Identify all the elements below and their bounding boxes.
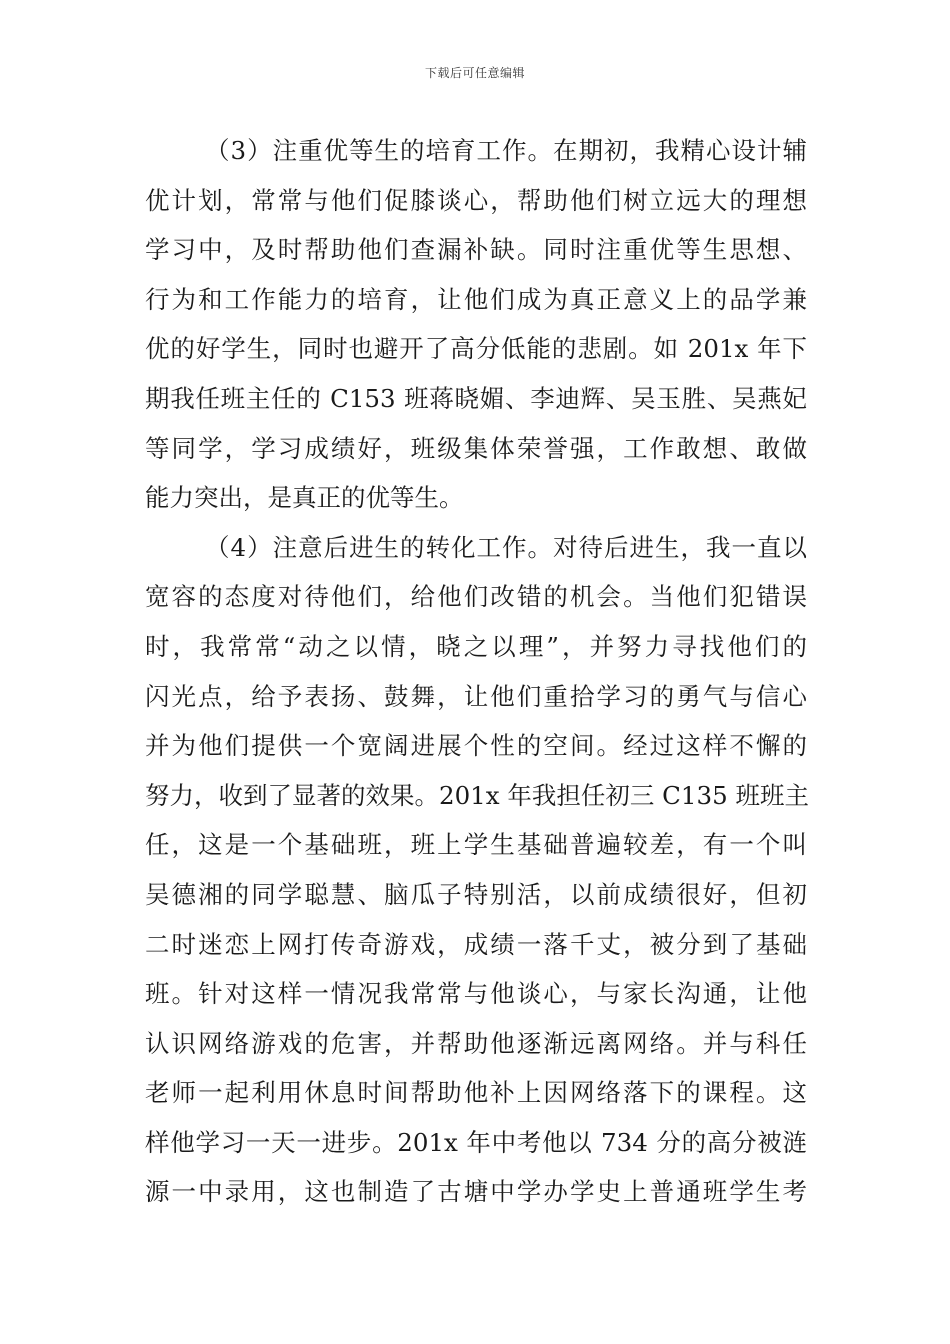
text-line: 认识网络游戏的危害，并帮助他逐渐远离网络。并与科任	[145, 1028, 807, 1058]
text-line: 班。针对这样一情况我常常与他谈心，与家长沟通，让他	[145, 979, 807, 1009]
text-line: 宽容的态度对待他们，给他们改错的机会。当他们犯错误	[145, 582, 807, 612]
text-line: 老师一起利用休息时间帮助他补上因网络落下的课程。这	[145, 1078, 807, 1108]
text-line: 等同学，学习成绩好，班级集体荣誉强，工作敢想、敢做	[145, 433, 807, 463]
text-line: 任，这是一个基础班，班上学生基础普遍较差，有一个叫	[145, 830, 807, 860]
paragraph-top-students	[145, 126, 807, 523]
text-line: 二时迷恋上网打传奇游戏，成绩一落千丈，被分到了基础	[145, 929, 807, 959]
text-line: 能力突出，是真正的优等生。	[145, 483, 464, 513]
text-line: 努力，收到了显著的效果。201x 年我担任初三 C135 班班主	[145, 780, 809, 810]
document-body	[145, 126, 807, 1217]
text-line: 期我任班主任的 C153 班蒋晓媚、李迪辉、吴玉胜、吴燕妃	[145, 383, 807, 413]
text-line: 吴德湘的同学聪慧、脑瓜子特别活，以前成绩很好，但初	[145, 879, 807, 909]
text-line: 优计划，常常与他们促膝谈心，帮助他们树立远大的理想	[145, 185, 807, 215]
page-header-note: 下载后可任意编辑	[424, 66, 525, 80]
paragraph-struggling-students	[145, 523, 807, 1217]
text-line: （4）注意后进生的转化工作。对待后进生，我一直以	[205, 532, 807, 562]
text-line: 源一中录用，这也制造了古塘中学办学史上普通班学生考	[145, 1177, 807, 1207]
text-line: 学习中，及时帮助他们查漏补缺。同时注重优等生思想、	[145, 235, 807, 265]
text-line: 时，我常常“动之以情，晓之以理”，并努力寻找他们的	[145, 631, 807, 661]
text-line: 优的好学生，同时也避开了高分低能的悲剧。如 201x 年下	[145, 334, 807, 364]
text-line: （3）注重优等生的培育工作。在期初，我精心设计辅	[205, 136, 807, 165]
text-line: 样他学习一天一进步。201x 年中考他以 734 分的高分被涟	[145, 1127, 807, 1157]
text-line: 闪光点，给予表扬、鼓舞，让他们重拾学习的勇气与信心	[145, 681, 807, 711]
text-line: 行为和工作能力的培育，让他们成为真正意义上的品学兼	[145, 284, 807, 314]
text-line: 并为他们提供一个宽阔进展个性的空间。经过这样不懈的	[145, 731, 807, 761]
